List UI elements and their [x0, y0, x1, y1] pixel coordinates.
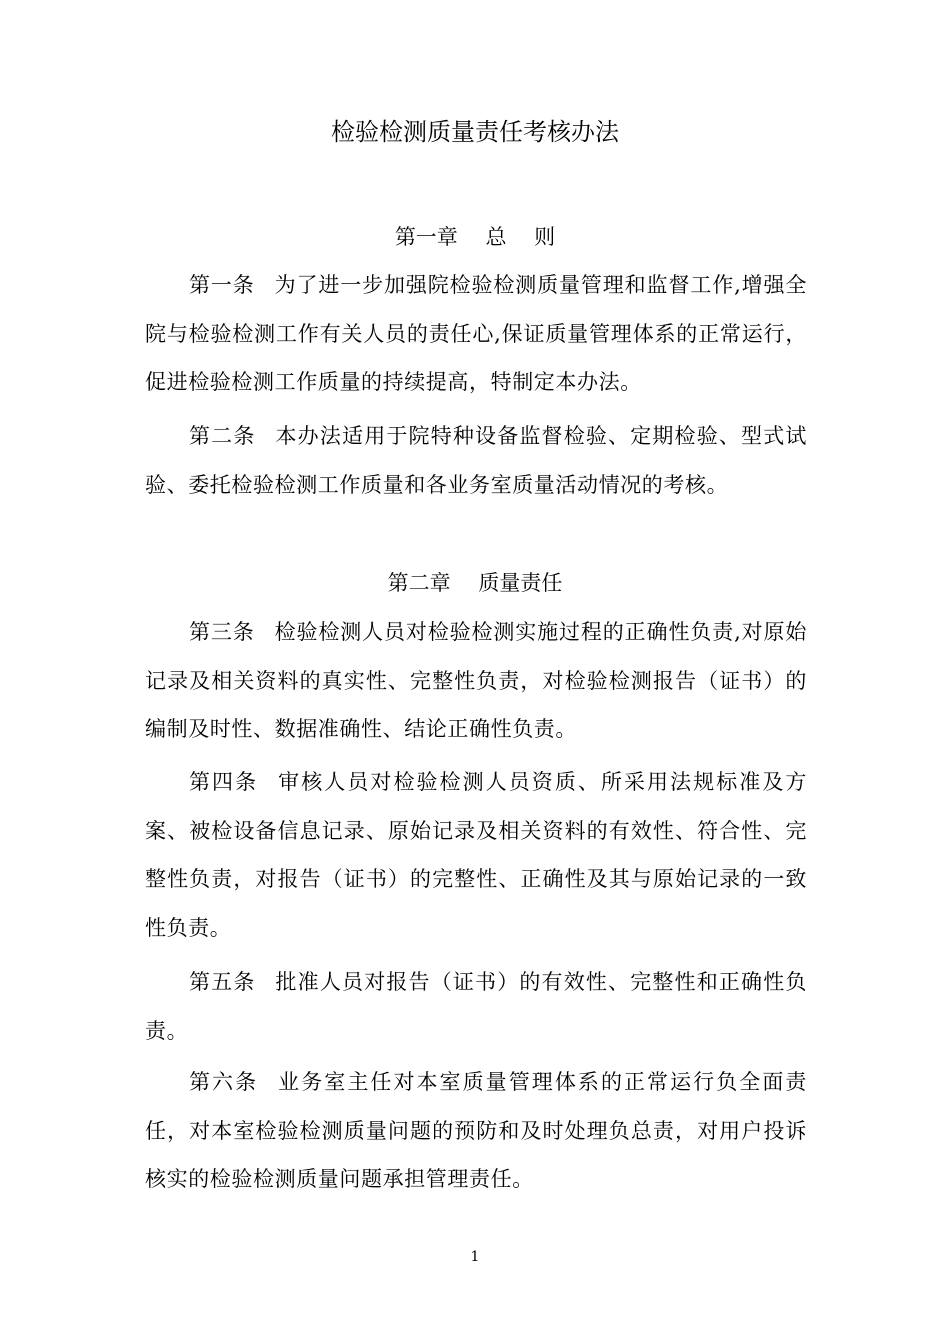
page-number: 1	[470, 1249, 480, 1265]
article-2-text: 本办法适用于院特种设备监督检验、定期检验、型式试验、委托检验检测工作质量和各业务室质量活动情况的考核。	[145, 424, 807, 497]
article-4-text: 审核人员对检验检测人员资质、所采用法规标准及方案、被检设备信息记录、原始记录及相关资料的有效性、符合性、完整性负责，对报告（证书）的完整性、正确性及其与原始记录的一致性负责。	[145, 770, 807, 940]
article-4-label: 第四条	[189, 770, 259, 794]
article-6	[145, 1058, 807, 1204]
chapter-1-heading: 第一章 总 则	[394, 225, 556, 249]
article-2-label: 第二条	[189, 424, 256, 448]
article-2	[145, 412, 807, 509]
article-5	[145, 958, 807, 1055]
article-1-text: 为了进一步加强院检验检测质量管理和监督工作,增强全院与检验检测工作有关人员的责任心,保证质量管理体系的正常运行，促进检验检测工作质量的持续提高，特制定本办法。	[145, 273, 807, 394]
article-3	[145, 608, 807, 754]
article-6-label: 第六条	[189, 1070, 259, 1094]
article-3-label: 第三条	[189, 620, 255, 644]
document-title: 检验检测质量责任考核办法	[331, 118, 619, 146]
article-5-text: 批准人员对报告（证书）的有效性、完整性和正确性负责。	[145, 970, 807, 1043]
article-6-text: 业务室主任对本室质量管理体系的正常运行负全面责任，对本室检验检测质量问题的预防和及时处理负总责，对用户投诉核实的检验检测质量问题承担管理责任。	[145, 1070, 807, 1191]
article-5-label: 第五条	[189, 970, 256, 994]
article-4	[145, 758, 807, 952]
article-1	[145, 261, 807, 407]
article-1-label: 第一条	[189, 273, 255, 297]
article-3-text: 检验检测人员对检验检测实施过程的正确性负责,对原始记录及相关资料的真实性、完整性负责，对检验检测报告（证书）的编制及时性、数据准确性、结论正确性负责。	[145, 620, 807, 741]
chapter-2-heading: 第二章 质量责任	[387, 571, 563, 595]
